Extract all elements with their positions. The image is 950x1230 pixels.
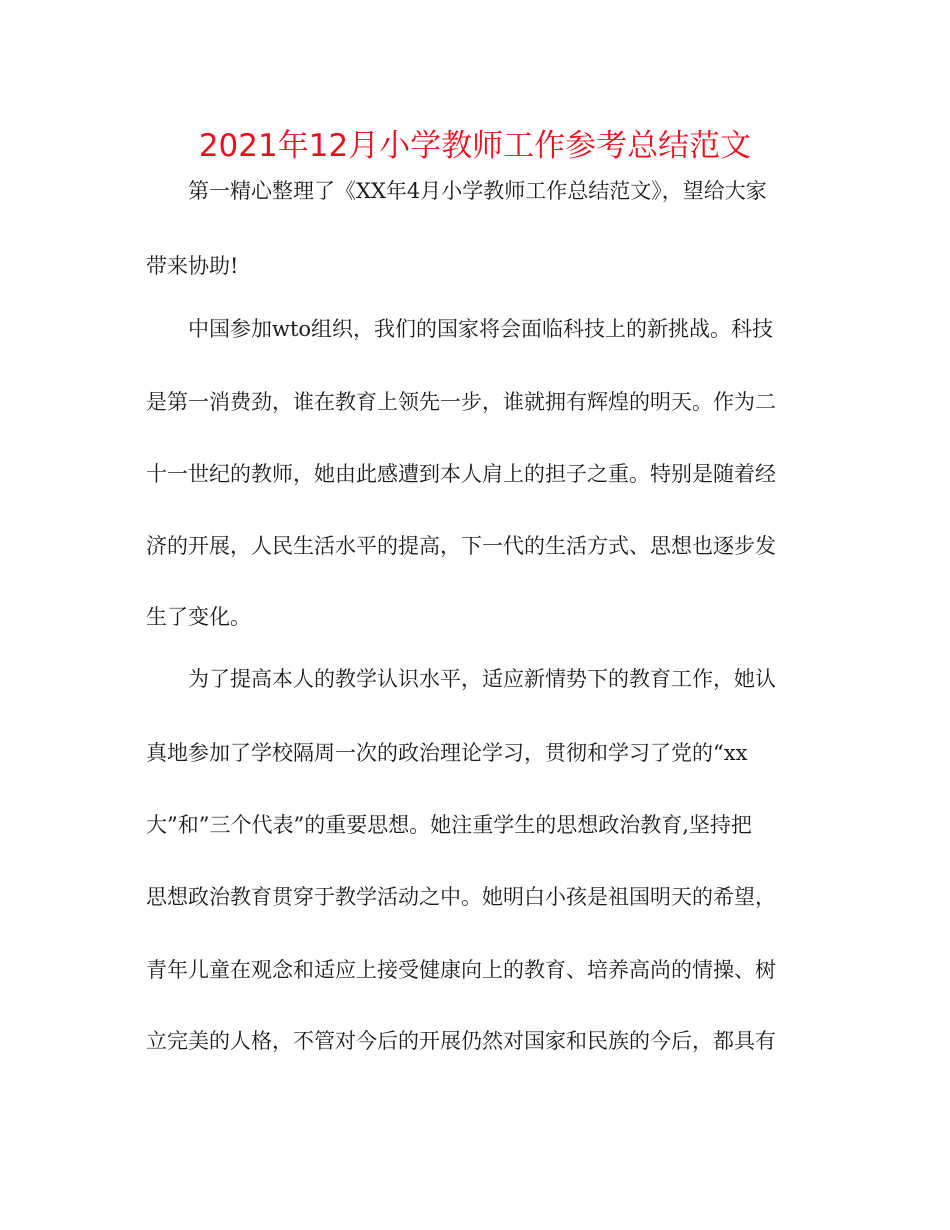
paragraph-line: 带来协助!	[146, 254, 239, 278]
paragraph-line: 十一世纪的教师，她由此感遭到本人肩上的担子之重。特别是随着经	[146, 462, 776, 486]
paragraph-line: 第一精心整理了《XX年4月小学教师工作总结范文》，望给大家	[188, 179, 767, 203]
paragraph-line: 济的开展，人民生活水平的提高，下一代的生活方式、思想也逐步发	[146, 534, 776, 558]
paragraph-line: 生了变化。	[146, 605, 251, 629]
paragraph-line: 为了提高本人的教学认识水平，适应新情势下的教育工作，她认	[188, 667, 776, 691]
document-title: 2021年12月小学教师工作参考总结范文	[198, 128, 752, 164]
paragraph-line: 是第一消费劲，谁在教育上领先一步，谁就拥有辉煌的明天。作为二	[146, 390, 776, 414]
paragraph-line: 思想政治教育贯穿于教学活动之中。她明白小孩是祖国明天的希望，	[146, 885, 776, 909]
paragraph-line: 真地参加了学校隔周一次的政治理论学习，贯彻和学习了党的“xx	[146, 741, 748, 765]
paragraph-line: 中国参加wto组织，我们的国家将会面临科技上的新挑战。科技	[188, 317, 774, 341]
paragraph-line: 立完美的人格，不管对今后的开展仍然对国家和民族的今后，都具有	[146, 1029, 776, 1053]
paragraph-line: 青年儿童在观念和适应上接受健康向上的教育、培养高尚的情操、树	[146, 958, 776, 982]
paragraph-line: 大”和”三个代表”的重要思想。她注重学生的思想政治教育,坚持把	[146, 813, 752, 837]
